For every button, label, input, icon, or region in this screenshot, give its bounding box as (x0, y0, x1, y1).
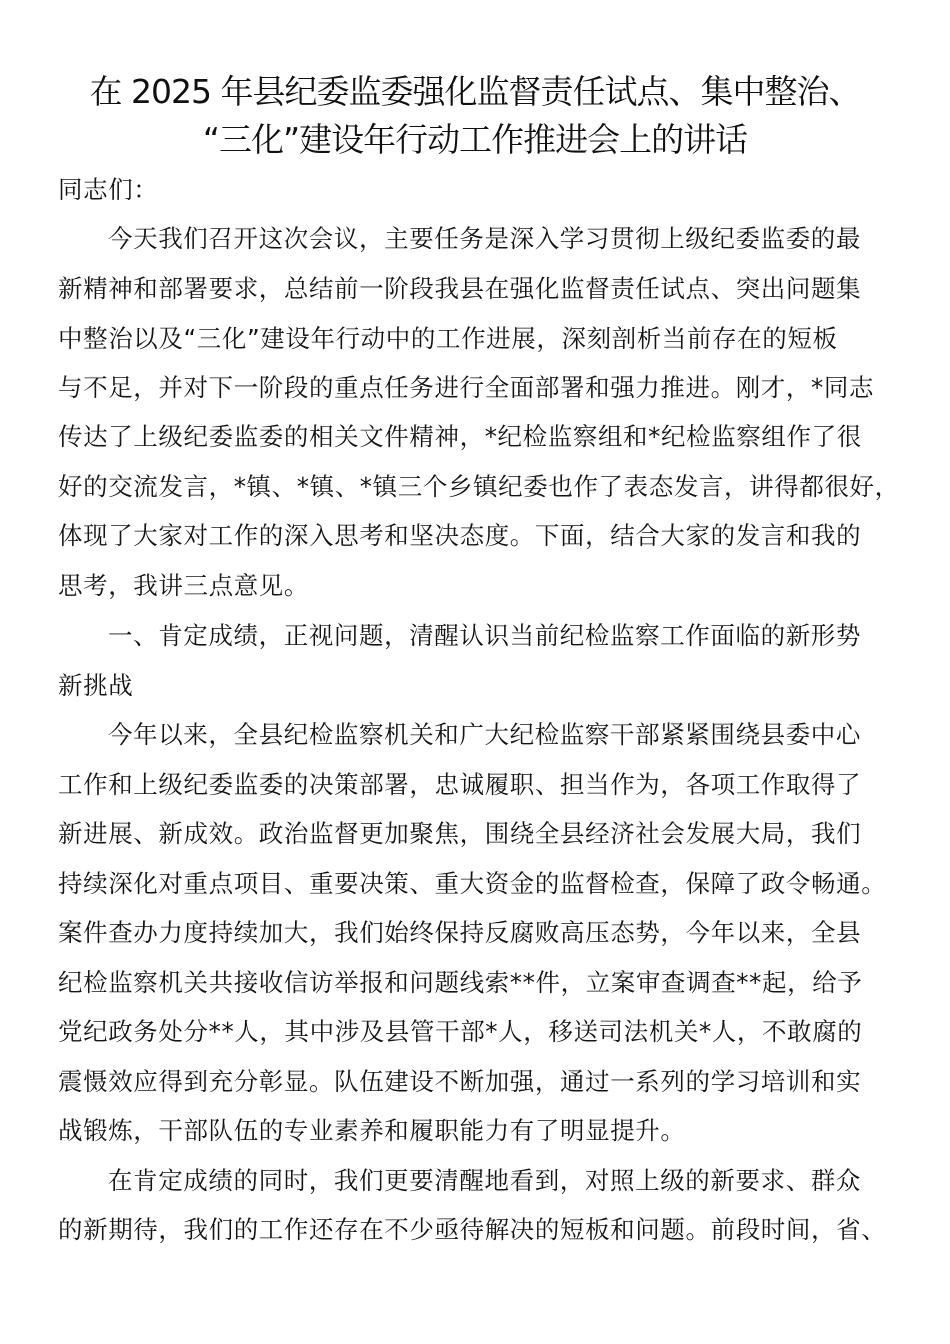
paragraph-line: 与不足，并对下一阶段的重点任务进行全面部署和强力推进。刚才，*同志 (58, 373, 875, 402)
document-title-line-1: 在 2025 年县纪委监委强化监督责任试点、集中整治、 (89, 72, 861, 111)
paragraph-line: 思考，我讲三点意见。 (58, 571, 309, 600)
paragraph-line: 战锻炼，干部队伍的专业素养和履职能力有了明显提升。 (58, 1116, 686, 1145)
document-title-line-2: “三化”建设年行动工作推进会上的讲话 (202, 120, 748, 159)
paragraph-line: 工作和上级纪委监委的决策部署，忠诚履职、担当作为，各项工作取得了 (58, 770, 862, 799)
paragraph-line: 传达了上级纪委监委的相关文件精神，*纪检监察组和*纪检监察组作了很 (58, 422, 862, 451)
paragraph-line: 好的交流发言，*镇、*镇、*镇三个乡镇纪委也作了表态发言，讲得都很好， (58, 472, 900, 501)
salutation: 同志们： (58, 175, 159, 204)
paragraph-line: 体现了大家对工作的深入思考和坚决态度。下面，结合大家的发言和我的 (58, 521, 862, 550)
section-heading-line: 一、肯定成绩，正视问题，清醒认识当前纪检监察工作面临的新形势 (108, 621, 861, 650)
paragraph-line: 的新期待，我们的工作还存在不少亟待解决的短板和问题。前段时间，省、 (58, 1215, 887, 1244)
paragraph-line: 纪检监察机关共接收信访举报和问题线索**件，立案审查调查**起，给予 (58, 968, 863, 997)
paragraph-line: 在肯定成绩的同时，我们更要清醒地看到，对照上级的新要求、群众 (108, 1166, 861, 1195)
paragraph-line: 今年以来，全县纪检监察机关和广大纪检监察干部紧紧围绕县委中心 (108, 720, 861, 749)
paragraph-line: 案件查办力度持续加大，我们始终保持反腐败高压态势，今年以来，全县 (58, 918, 862, 947)
paragraph-line: 党纪政务处分**人，其中涉及县管干部*人，移送司法机关*人，不敢腐的 (58, 1017, 863, 1046)
paragraph-line: 中整治以及“三化”建设年行动中的工作进展，深刻剖析当前存在的短板 (58, 324, 838, 353)
paragraph-line: 震慑效应得到充分彰显。队伍建设不断加强，通过一系列的学习培训和实 (58, 1067, 862, 1096)
paragraph-line: 持续深化对重点项目、重要决策、重大资金的监督检查，保障了政令畅通。 (58, 869, 887, 898)
paragraph-line: 今天我们召开这次会议，主要任务是深入学习贯彻上级纪委监委的最 (108, 224, 861, 253)
paragraph-line: 新精神和部署要求，总结前一阶段我县在强化监督责任试点、突出问题集 (58, 274, 862, 303)
paragraph-line: 新进展、新成效。政治监督更加聚焦，围绕全县经济社会发展大局，我们 (58, 819, 862, 848)
section-heading-line: 新挑战 (58, 671, 134, 700)
